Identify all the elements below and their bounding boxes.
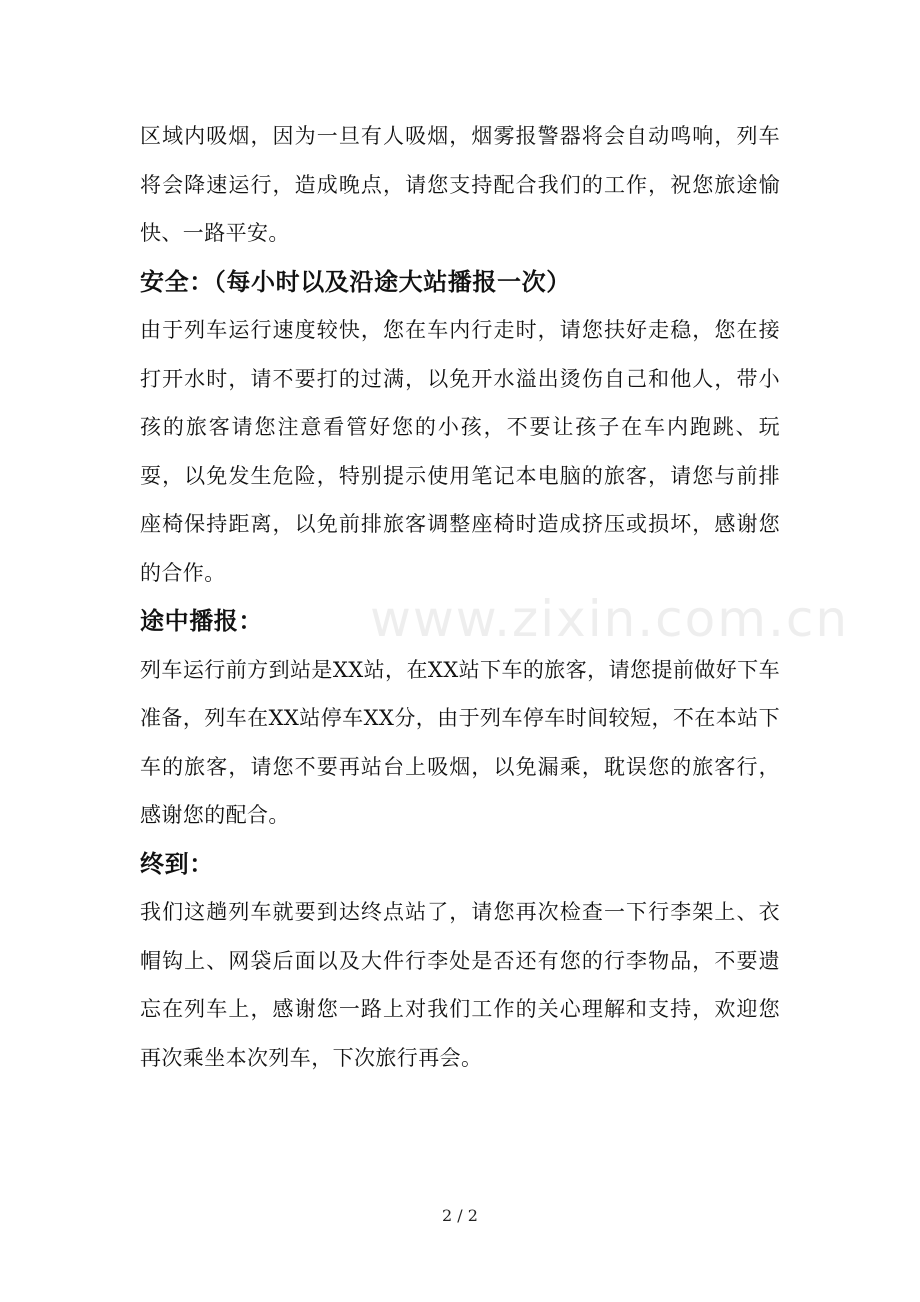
intro-paragraph: 区域内吸烟，因为一旦有人吸烟，烟雾报警器将会自动鸣响，列车将会降速运行，造成晚点，请您支持配合我们的工作，祝您旅途愉快、一路平安。 <box>140 124 780 245</box>
section-heading-en-route: 途中播报： <box>140 607 263 635</box>
document-content <box>140 112 780 1082</box>
page-number: 2 / 2 <box>442 1206 478 1225</box>
section-body-en-route: 列车运行前方到站是XX站，在XX站下车的旅客，请您提前做好下车准备，列车在XX站停车XX分，由于列车停车时间较短，不在本站下车的旅客，请您不要再站台上吸烟，以免漏乘，耽误您的旅客行，感谢您的配合。 <box>140 657 780 827</box>
section-body-safety: 由于列车运行速度较快，您在车内行走时，请您扶好走稳，您在接打开水时，请不要打的过满，以免开水溢出烫伤自己和他人，带小孩的旅客请您注意看管好您的小孩，不要让孩子在车内跑跳、玩耍，以免发生危险，特别提示使用笔记本电脑的旅客，请您与前排座椅保持距离，以免前排旅客调整座椅时造成挤压或损坏，感谢您的合作。 <box>140 318 780 585</box>
section-body-terminal: 我们这趟列车就要到达终点站了，请您再次检查一下行李架上、衣帽钩上、网袋后面以及大件行李处是否还有您的行李物品，不要遗忘在列车上，感谢您一路上对我们工作的关心理解和支持，欢迎您再次乘坐本次列车，下次旅行再会。 <box>140 900 780 1070</box>
watermark: www.zixin.com.cn <box>370 590 850 648</box>
section-heading-terminal: 终到： <box>140 849 214 878</box>
section-heading-safety: 安全：（每小时以及沿途大站播报一次） <box>140 267 571 296</box>
